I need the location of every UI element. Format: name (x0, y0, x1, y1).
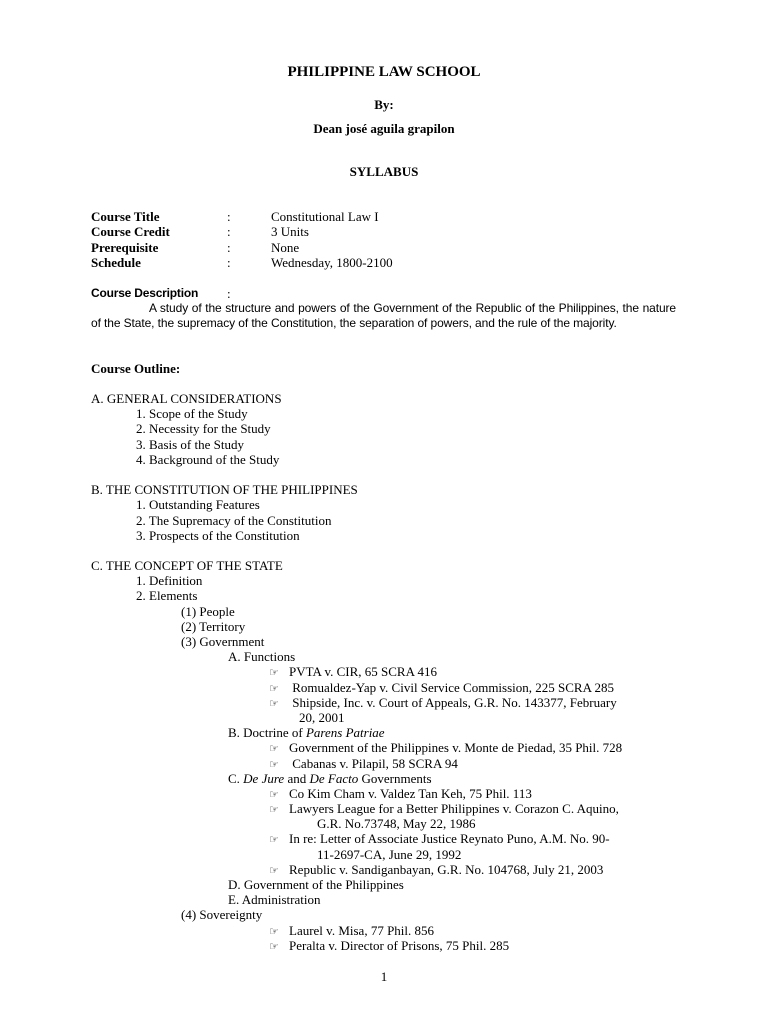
course-title-row (91, 209, 691, 224)
list-item: 2. Elements (136, 588, 198, 604)
list-item: (2) Territory (181, 618, 246, 634)
pointing-hand-icon: ☞ (269, 787, 279, 801)
schedule-row (91, 255, 691, 270)
case-citation: ☞ Shipside, Inc. v. Court of Appeals, G.R. No. 143377, February (269, 694, 617, 710)
page-number: 1 (380, 969, 388, 984)
list-item: E. Administration (228, 892, 321, 908)
course-credit-row (91, 224, 691, 239)
course-outline (91, 391, 691, 953)
list-item: 3. Prospects of the Constitution (136, 527, 300, 543)
list-item: A. Functions (228, 649, 296, 665)
pointing-hand-icon: ☞ (269, 924, 279, 938)
list-item: (3) Government (181, 634, 265, 649)
info-colon: : (227, 254, 231, 270)
description-colon: : (227, 286, 231, 301)
pointing-hand-icon: ☞ (269, 757, 279, 771)
list-item: 2. The Supremacy of the Constitution (136, 512, 332, 528)
section-title: A. GENERAL CONSIDERATIONS (91, 391, 282, 406)
prerequisite-row (91, 240, 691, 255)
section-title: C. THE CONCEPT OF THE STATE (91, 558, 283, 574)
case-citation-continued: 20, 2001 (299, 709, 345, 725)
case-citation-continued: 11-2697-CA, June 29, 1992 (317, 846, 462, 862)
case-citation: ☞ Lawyers League for a Better Philippines v. Corazon C. Aquino, (269, 801, 619, 817)
document-type: SYLLABUS (349, 164, 419, 179)
list-item: (4) Sovereignty (181, 907, 263, 923)
info-colon: : (227, 224, 231, 240)
info-value: Constitutional Law I (271, 209, 379, 224)
pointing-hand-icon: ☞ (269, 742, 279, 756)
school-title: PHILIPPINE LAW SCHOOL (287, 64, 481, 80)
case-citation-continued: G.R. No.73748, May 22, 1986 (317, 816, 476, 832)
course-info (91, 209, 691, 270)
description-label: Course Description (91, 286, 199, 300)
info-colon: : (227, 239, 231, 255)
case-citation: ☞ Romualdez-Yap v. Civil Service Commission, 225 SCRA 285 (269, 679, 615, 695)
list-item: 2. Necessity for the Study (136, 421, 271, 437)
pointing-hand-icon: ☞ (269, 833, 279, 847)
info-value: Wednesday, 1800-2100 (271, 254, 393, 270)
case-citation: ☞ Republic v. Sandiganbayan, G.R. No. 104768, July 21, 2003 (269, 861, 604, 877)
list-item: B. Doctrine of Parens Patriae (228, 725, 385, 741)
info-label: Course Title (91, 209, 160, 224)
pointing-hand-icon: ☞ (269, 681, 279, 695)
pointing-hand-icon: ☞ (269, 696, 279, 710)
case-citation: ☞ PVTA v. CIR, 65 SCRA 416 (269, 664, 438, 680)
info-label: Prerequisite (91, 239, 159, 255)
pointing-hand-icon: ☞ (269, 863, 279, 877)
list-item: 3. Basis of the Study (136, 436, 244, 452)
info-value: None (271, 239, 300, 255)
author-name: Dean josé aguila grapilon (313, 121, 455, 136)
case-citation: ☞ In re: Letter of Associate Justice Reynato Puno, A.M. No. 90- (269, 831, 610, 847)
list-item: (1) People (181, 603, 235, 619)
pointing-hand-icon: ☞ (269, 666, 279, 680)
case-citation: ☞ Co Kim Cham v. Valdez Tan Keh, 75 Phil. 113 (269, 785, 532, 801)
info-label: Schedule (91, 254, 141, 270)
info-colon: : (227, 209, 231, 224)
section-title: B. THE CONSTITUTION OF THE PHILIPPINES (91, 482, 358, 498)
course-description-heading (91, 286, 231, 301)
case-citation: ☞ Cabanas v. Pilapil, 58 SCRA 94 (269, 755, 458, 771)
pointing-hand-icon: ☞ (269, 803, 279, 817)
info-label: Course Credit (91, 224, 170, 240)
by-label: By: (374, 97, 394, 112)
info-value: 3 Units (271, 224, 309, 240)
course-description-text: A study of the structure and powers of the Government of the Republic of the Philippines, the nature of the State, the supremacy of the Constitution, the separation of powers, and the rule of the majority. (91, 301, 676, 331)
case-citation: ☞ Peralta v. Director of Prisons, 75 Phil. 285 (269, 937, 510, 953)
case-citation: ☞ Laurel v. Misa, 77 Phil. 856 (269, 922, 435, 938)
pointing-hand-icon: ☞ (269, 939, 279, 953)
list-item: 1. Scope of the Study (136, 406, 248, 422)
case-citation: ☞ Government of the Philippines v. Monte de Piedad, 35 Phil. 728 (269, 740, 623, 756)
list-item: 4. Background of the Study (136, 451, 280, 467)
list-item: D. Government of the Philippines (228, 877, 404, 892)
course-outline-heading: Course Outline: (91, 361, 181, 376)
list-item: 1. Definition (136, 573, 203, 589)
list-item: 1. Outstanding Features (136, 497, 260, 513)
list-item: C. De Jure and De Facto Governments (228, 770, 432, 786)
